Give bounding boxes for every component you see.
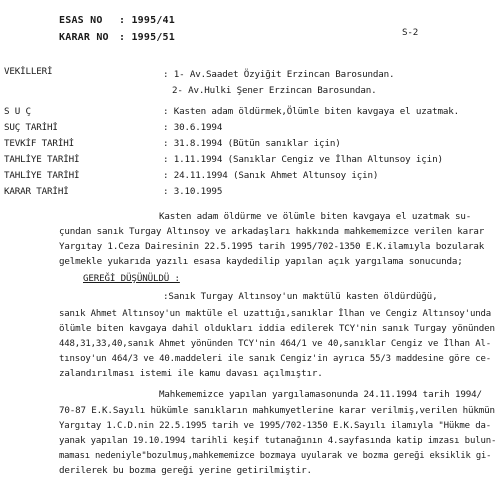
field-value-suc: : Kasten adam öldürmek,Ölümle biten kavgaya el uzatmak. — [163, 106, 459, 117]
paragraph-1-line-1: Kasten adam öldürme ve ölümle biten kavgaya el uzatmak su- — [159, 211, 472, 222]
field-value-vekil-1: : 1- Av.Saadet Özyiğit Erzincan Barosundan. — [163, 69, 395, 80]
paragraph-2-line-6: zalandırılması istemi ile kamu davası açılmıştır. — [59, 368, 323, 379]
paragraph-1-line-3: Yargıtay 1.Ceza Dairesinin 22.5.1995 tarih 1995/702-1350 E.K.ilamıyla bozularak — [59, 241, 485, 252]
field-value-vekil-2: 2- Av.Hulki Şener Erzincan Barosundan. — [172, 85, 377, 96]
paragraph-1-line-2: çundan sanık Turgay Altınsoy ve arkadaşları hakkında mahkememizce verilen karar — [59, 226, 485, 237]
field-label-tahliye-tarihi-1: TAHLİYE TARİHİ — [4, 154, 80, 165]
field-label-suc-tarihi: SUÇ TARİHİ — [4, 122, 58, 133]
paragraph-3-line-1: Mahkememizce yapılan yargılamasonunda 24.11.1994 tarih 1994/ — [159, 389, 482, 400]
esas-no-label: ESAS NO — [59, 15, 103, 26]
karar-no-label: KARAR NO — [59, 32, 109, 43]
paragraph-2-line-3: ölümle biten kavgaya dahil oldukları iddia edilerek TCY'nin sanık Turgay yönünden — [59, 323, 495, 334]
paragraph-2-line-4: 448,31,33,40,sanık Ahmet yönünden TCY'nin 464/1 ve 40,sanıklar Cengiz ve İlhan Al- — [59, 339, 492, 349]
paragraph-1-line-4: gelmekle yukarıda yazılı esasa kaydedilip yapılan açık yargılama sonucunda; — [59, 256, 463, 267]
field-label-tahliye-tarihi-2: TAHLİYE TARİHİ — [4, 170, 80, 181]
page-code: S-2 — [402, 27, 419, 38]
field-value-tahliye-2: : 24.11.1994 (Sanık Ahmet Altunsoy için) — [163, 170, 379, 181]
paragraph-3-line-3: Yargıtay 1.C.D.nin 22.5.1995 tarih ve 1995/702-1350 E.K.Sayılı ilamıyla "Hükme da- — [59, 421, 492, 431]
paragraph-3-line-5: maması nedeniyle"bozulmuş,mahkememizce bozmaya uyularak ve bozma gereği eksiklik gi- — [59, 451, 492, 461]
paragraph-2-line-5: tınsoy'un 464/3 ve 40.maddeleri ile sanık Cengiz'in ayrıca 55/3 maddesine göre ce- — [59, 354, 492, 364]
field-label-tevkif-tarihi: TEVKİF TARİHİ — [4, 138, 74, 149]
field-label-vekilleri: VEKİLLERİ — [4, 66, 53, 77]
paragraph-3-line-4: yanak yapılan 19.10.1994 tarihli keşif tutanağının 4.sayfasında katip imzası bulun- — [59, 436, 497, 446]
field-value-karar-tarihi: : 3.10.1995 — [163, 186, 223, 197]
karar-no-value: : 1995/51 — [119, 32, 175, 43]
field-value-tahliye-1: : 1.11.1994 (Sanıklar Cengiz ve İlhan Altunsoy için) — [163, 154, 443, 165]
field-value-suc-tarihi: : 30.6.1994 — [163, 122, 223, 133]
field-value-tevkif-tarihi: : 31.8.1994 (Bütün sanıklar için) — [163, 138, 341, 149]
section-title: GEREĞİ DÜŞÜNÜLDÜ : — [83, 273, 180, 284]
field-label-karar-tarihi: KARAR TARİHİ — [4, 186, 69, 197]
paragraph-3-line-2: 70-87 E.K.Sayılı hükümle sanıkların mahkumyetlerine karar verilmiş,verilen hükmün — [59, 405, 495, 416]
field-label-suc: S U Ç — [4, 106, 31, 117]
esas-no-value: : 1995/41 — [119, 15, 175, 26]
paragraph-3-line-6: derilerek bu bozma gereği yerine getirilmiştir. — [59, 465, 312, 476]
paragraph-2-line-2: sanık Ahmet Altınsoy'un maktüle el uzattığı,sanıklar İlhan ve Cengiz Altınsoy'unda — [59, 309, 492, 319]
paragraph-2-line-1: :Sanık Turgay Altınsoy'un maktülü kasten öldürdüğü, — [163, 291, 438, 302]
